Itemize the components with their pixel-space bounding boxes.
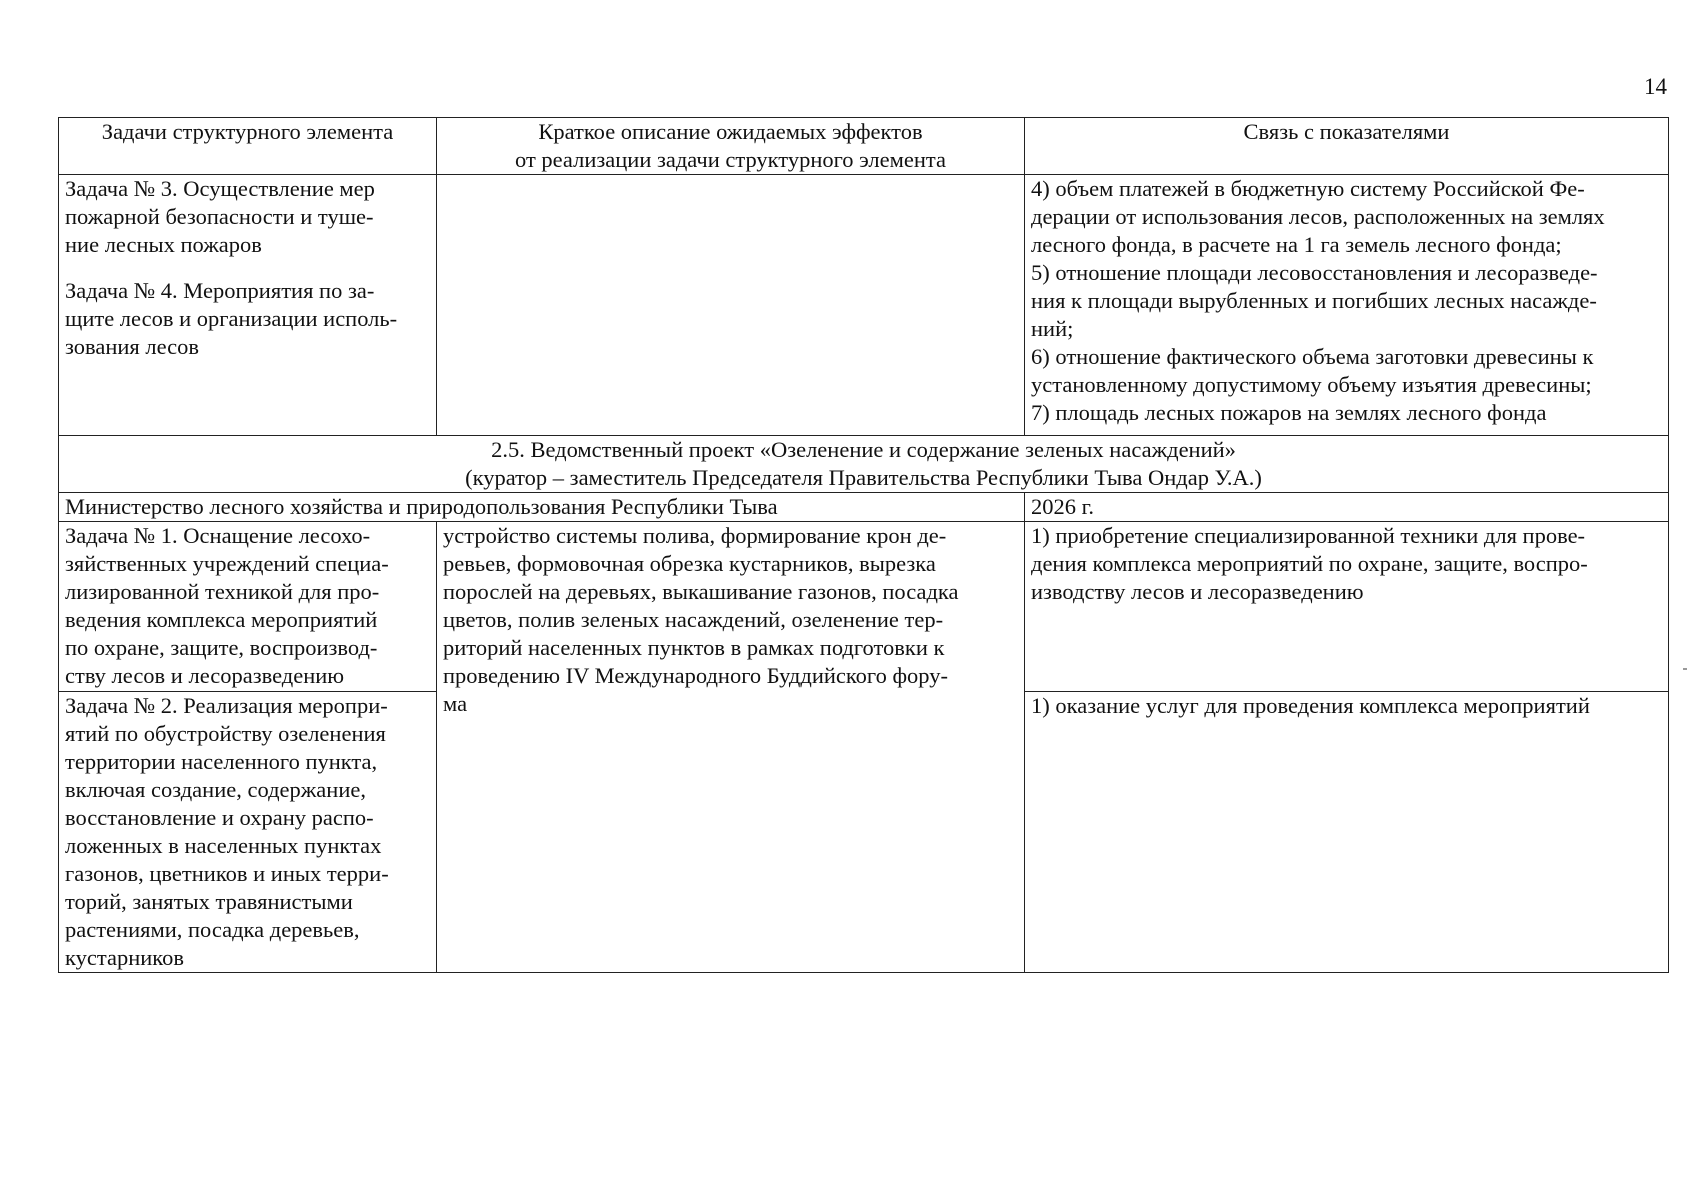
indicator-1-text: 1) приобретение специализированной техники для прове- дения комплекса мероприятий по охране, защите, воспро- изводству лесов и лесоразведению bbox=[1031, 523, 1588, 604]
year-cell bbox=[1025, 493, 1669, 522]
responsible-text: Министерство лесного хозяйства и природопользования Республики Тыва bbox=[65, 494, 778, 519]
effects-text-2: устройство системы полива, формирование крон де- ревьев, формовочная обрезка кустарников, вырезка порослей на деревьях, выкашивание газонов, посадка цветов, полив зеленых насаждений, озеленение тер- риторий населенных пунктов в рамках подготовки к проведению IV Международного Буддийского фору- ма bbox=[443, 523, 959, 716]
tasks-cell bbox=[59, 175, 437, 436]
task-2-text: Задача № 2. Реализация меропри- ятий по обустройству озеленения территории населенного пункта, включая создание, содержание, восстановление и охрану распо- ложенных в населенных пунктах газонов, цветников и иных терри- торий, занятых травянистыми растениями, посадка деревьев, кустарников bbox=[65, 693, 389, 970]
scan-mark bbox=[1683, 668, 1687, 670]
indicator-2-text: 1) оказание услуг для проведения комплекса мероприятий bbox=[1031, 693, 1590, 718]
task-divider bbox=[65, 259, 430, 277]
task-2-cell bbox=[59, 692, 437, 973]
section-title-text: 2.5. Ведомственный проект «Озеленение и содержание зеленых насаждений» (куратор – заместитель Председателя Правительства Республики Тыва Ондар У.А.) bbox=[465, 437, 1262, 490]
table-header-row bbox=[59, 118, 1669, 175]
task-4-text: Задача № 4. Мероприятия по за- щите лесов и организации исполь- зования лесов bbox=[65, 278, 398, 359]
task-1-text: Задача № 1. Оснащение лесохо- зяйственных учреждений специа- лизированной техникой для про- ведения комплекса мероприятий по охране, защите, воспроизвод- ству лесов и лесоразведению bbox=[65, 523, 389, 688]
responsible-cell bbox=[59, 493, 1025, 522]
page-number: 14 bbox=[1644, 74, 1667, 99]
indicator-2-cell bbox=[1025, 692, 1669, 973]
header-indicators bbox=[1025, 118, 1669, 175]
header-tasks bbox=[59, 118, 437, 175]
year-text: 2026 г. bbox=[1031, 494, 1094, 519]
header-indicators-label: Связь с показателями bbox=[1243, 119, 1450, 144]
table-row bbox=[59, 175, 1669, 436]
indicator-1-cell bbox=[1025, 522, 1669, 692]
effects-cell-2 bbox=[437, 522, 1025, 973]
header-effects-label: Краткое описание ожидаемых эффектов от реализации задачи структурного элемента bbox=[514, 119, 946, 172]
header-effects bbox=[437, 118, 1025, 175]
task-3-text: Задача № 3. Осуществление мер пожарной безопасности и туше- ние лесных пожаров bbox=[65, 176, 375, 257]
task-1-cell bbox=[59, 522, 437, 692]
effects-cell bbox=[437, 175, 1025, 436]
indicators-cell bbox=[1025, 175, 1669, 436]
table-row bbox=[59, 522, 1669, 692]
indicators-text: 4) объем платежей в бюджетную систему Российской Фе- дерации от использования лесов, расположенных на землях лесного фонда, в расчете на 1 га земель лесного фонда; 5) отношение площади лесовосстановления и лесоразведе- ния к площади вырубленных и погибших лесных насажде- ний; 6) отношение фактического объема заготовки древесины к установленному допустимому объему изъятия древесины; 7) площадь лесных пожаров на землях лесного фонда bbox=[1031, 176, 1605, 425]
header-tasks-label: Задачи структурного элемента bbox=[101, 119, 394, 144]
section-title-row bbox=[59, 436, 1669, 493]
structural-elements-table bbox=[58, 117, 1669, 973]
responsible-row bbox=[59, 493, 1669, 522]
section-title bbox=[59, 436, 1669, 493]
